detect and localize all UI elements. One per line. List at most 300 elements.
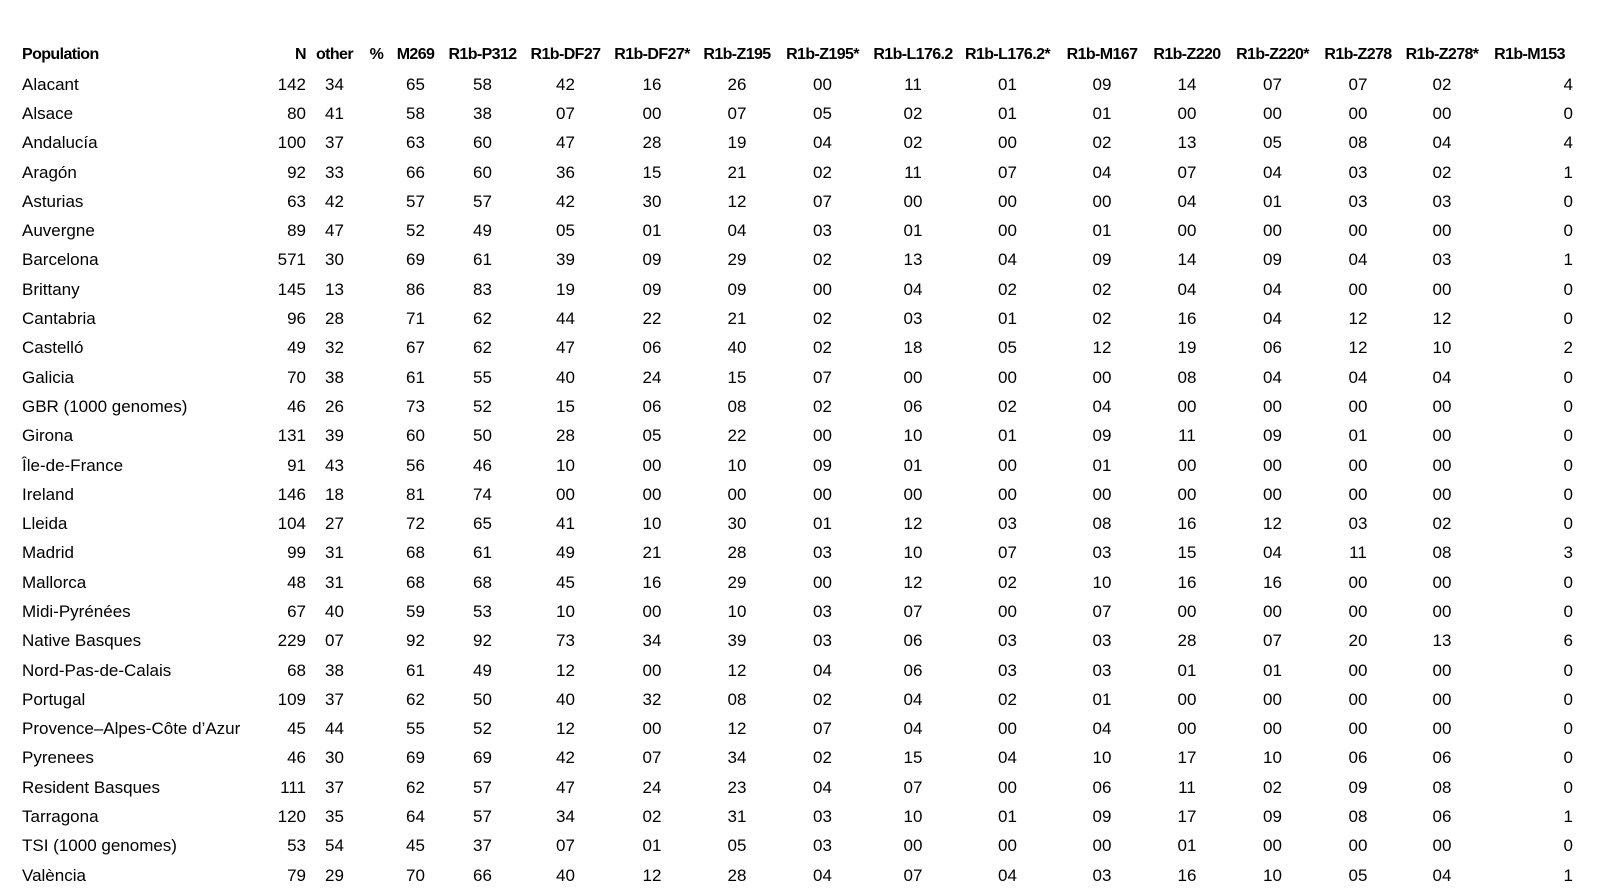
value-cell: 111 <box>280 777 306 797</box>
value-cell: 99 <box>287 543 306 563</box>
value-cell: 30 <box>325 748 344 768</box>
value-cell: 0 <box>1563 221 1573 241</box>
value-cell: 10 <box>642 514 662 534</box>
value-cell: 04 <box>813 133 832 153</box>
value-cell: 58 <box>473 74 492 94</box>
value-cell: 02 <box>1092 309 1112 329</box>
value-cell: 00 <box>1263 484 1282 504</box>
value-cell: 06 <box>903 660 923 680</box>
value-cell: 07 <box>642 748 662 768</box>
value-cell: 50 <box>473 426 492 446</box>
value-cell: 02 <box>813 162 832 182</box>
population-cell: Galicia <box>22 367 74 387</box>
value-cell <box>363 802 390 831</box>
value-cell: 00 <box>642 484 662 504</box>
value-cell: 07 <box>1092 601 1112 621</box>
value-cell: 00 <box>556 484 575 504</box>
population-cell: TSI (1000 genomes) <box>22 836 177 856</box>
value-cell: 09 <box>1263 807 1282 827</box>
value-cell: 06 <box>642 396 662 416</box>
value-cell: 00 <box>1177 601 1197 621</box>
value-cell: 00 <box>1432 103 1452 123</box>
value-cell: 29 <box>727 572 747 592</box>
value-cell: 04 <box>1263 309 1282 329</box>
value-cell: 01 <box>1177 836 1197 856</box>
value-cell: 09 <box>1263 250 1282 270</box>
value-cell <box>363 539 390 568</box>
value-cell: 28 <box>1177 631 1197 651</box>
value-cell: 15 <box>903 748 923 768</box>
value-cell <box>363 304 390 333</box>
value-cell: 4 <box>1563 74 1573 94</box>
value-cell: 12 <box>903 514 923 534</box>
population-cell: Andalucía <box>22 133 98 153</box>
value-cell: 00 <box>1348 396 1368 416</box>
value-cell: 1 <box>1563 865 1573 885</box>
value-cell: 04 <box>998 748 1017 768</box>
value-cell: 00 <box>642 601 662 621</box>
value-cell <box>363 773 390 802</box>
value-cell: 00 <box>813 279 832 299</box>
value-cell <box>363 656 390 685</box>
value-cell: 00 <box>903 836 923 856</box>
value-cell: 00 <box>1432 601 1452 621</box>
value-cell: 66 <box>473 865 492 885</box>
value-cell: 03 <box>903 309 923 329</box>
value-cell: 57 <box>473 777 492 797</box>
value-cell: 29 <box>727 250 747 270</box>
value-cell: 05 <box>642 426 662 446</box>
value-cell: 65 <box>473 514 492 534</box>
table-row <box>14 129 1573 158</box>
value-cell: 41 <box>325 103 344 123</box>
value-cell: 01 <box>1092 221 1112 241</box>
value-cell: 71 <box>406 309 425 329</box>
value-cell: 62 <box>473 309 492 329</box>
value-cell: 00 <box>1092 191 1112 211</box>
value-cell: 03 <box>998 660 1017 680</box>
value-cell: 01 <box>1263 191 1282 211</box>
value-cell: 68 <box>406 543 425 563</box>
value-cell: 12 <box>642 865 662 885</box>
value-cell: 21 <box>642 543 662 563</box>
table-row <box>14 422 1573 451</box>
value-cell: 00 <box>1348 103 1368 123</box>
value-cell: 00 <box>1263 455 1282 475</box>
value-cell: 49 <box>287 338 306 358</box>
value-cell: 66 <box>406 162 425 182</box>
value-cell: 03 <box>1348 162 1368 182</box>
column-header: R1b-L176.2 <box>873 46 953 63</box>
value-cell: 02 <box>642 807 662 827</box>
value-cell: 07 <box>556 103 575 123</box>
value-cell: 04 <box>1432 367 1452 387</box>
value-cell: 01 <box>1092 455 1112 475</box>
value-cell: 21 <box>727 309 747 329</box>
value-cell: 09 <box>813 455 832 475</box>
column-header: R1b-Z220 <box>1153 46 1221 63</box>
value-cell <box>363 246 390 275</box>
column-header: R1b-Z278 <box>1324 46 1392 63</box>
value-cell: 57 <box>473 191 492 211</box>
value-cell: 00 <box>1263 689 1282 709</box>
value-cell: 70 <box>406 865 425 885</box>
value-cell: 00 <box>1348 484 1368 504</box>
value-cell: 2 <box>1563 338 1573 358</box>
value-cell: 04 <box>1348 367 1368 387</box>
value-cell: 04 <box>998 865 1017 885</box>
value-cell: 00 <box>998 191 1017 211</box>
value-cell: 35 <box>325 807 344 827</box>
value-cell: 03 <box>813 543 832 563</box>
value-cell: 13 <box>325 279 344 299</box>
value-cell: 05 <box>727 836 747 856</box>
value-cell: 86 <box>406 279 425 299</box>
value-cell: 00 <box>903 191 923 211</box>
table-row <box>14 275 1573 304</box>
value-cell: 02 <box>998 279 1017 299</box>
value-cell: 06 <box>1432 807 1452 827</box>
value-cell: 04 <box>1092 719 1112 739</box>
value-cell: 19 <box>727 133 747 153</box>
value-cell <box>363 480 390 509</box>
value-cell: 42 <box>556 748 575 768</box>
value-cell: 16 <box>1263 572 1282 592</box>
value-cell: 04 <box>813 777 832 797</box>
value-cell <box>363 99 390 128</box>
population-cell: Portugal <box>22 689 86 709</box>
value-cell: 06 <box>903 631 923 651</box>
population-cell: Madrid <box>22 543 74 563</box>
value-cell: 62 <box>473 338 492 358</box>
value-cell: 109 <box>277 689 306 709</box>
table-row <box>14 744 1573 773</box>
population-cell: Nord-Pas-de-Calais <box>22 660 172 680</box>
value-cell: 05 <box>1263 133 1282 153</box>
value-cell <box>363 392 390 421</box>
value-cell: 0 <box>1563 601 1573 621</box>
haplogroup-frequency-table <box>14 40 1573 890</box>
value-cell: 14 <box>1177 74 1197 94</box>
value-cell: 47 <box>325 221 344 241</box>
value-cell: 41 <box>556 514 575 534</box>
population-cell: Resident Basques <box>22 777 160 797</box>
column-header: R1b-Z195 <box>703 46 771 63</box>
value-cell: 01 <box>903 455 923 475</box>
value-cell: 06 <box>642 338 662 358</box>
value-cell: 02 <box>998 396 1017 416</box>
value-cell: 10 <box>1432 338 1452 358</box>
value-cell: 52 <box>473 396 492 416</box>
population-cell: GBR (1000 genomes) <box>22 396 188 416</box>
value-cell: 00 <box>1432 426 1452 446</box>
value-cell: 07 <box>1348 74 1368 94</box>
value-cell: 08 <box>1432 777 1452 797</box>
value-cell: 00 <box>1432 689 1452 709</box>
value-cell: 34 <box>642 631 662 651</box>
value-cell: 06 <box>903 396 923 416</box>
value-cell <box>363 363 390 392</box>
column-header: R1b-Z220* <box>1236 46 1309 63</box>
value-cell: 00 <box>813 484 832 504</box>
value-cell: 31 <box>325 572 344 592</box>
value-cell: 43 <box>325 455 344 475</box>
value-cell: 04 <box>813 660 832 680</box>
value-cell: 10 <box>1263 865 1282 885</box>
value-cell: 01 <box>998 426 1017 446</box>
table-header-row <box>14 40 1573 70</box>
population-cell: Ireland <box>22 484 74 504</box>
value-cell: 02 <box>813 250 832 270</box>
value-cell: 6 <box>1563 631 1573 651</box>
value-cell: 59 <box>406 601 425 621</box>
value-cell: 00 <box>1092 836 1112 856</box>
value-cell: 11 <box>1349 543 1367 563</box>
value-cell: 00 <box>813 572 832 592</box>
value-cell: 30 <box>727 514 747 534</box>
value-cell: 06 <box>1348 748 1368 768</box>
value-cell: 47 <box>556 133 575 153</box>
column-header: % <box>369 46 384 63</box>
value-cell: 08 <box>1177 367 1197 387</box>
value-cell: 01 <box>1177 660 1197 680</box>
value-cell: 52 <box>473 719 492 739</box>
value-cell: 60 <box>473 133 492 153</box>
value-cell: 02 <box>1092 279 1112 299</box>
value-cell: 45 <box>287 719 306 739</box>
table-row <box>14 597 1573 626</box>
value-cell: 47 <box>556 777 575 797</box>
value-cell: 28 <box>727 543 747 563</box>
value-cell: 44 <box>556 309 575 329</box>
value-cell: 00 <box>1348 836 1368 856</box>
value-cell: 28 <box>727 865 747 885</box>
value-cell: 03 <box>998 514 1017 534</box>
population-cell: Asturias <box>22 191 84 211</box>
value-cell: 15 <box>556 396 575 416</box>
value-cell: 26 <box>727 74 747 94</box>
table-row <box>14 715 1573 744</box>
value-cell: 70 <box>287 367 306 387</box>
value-cell: 08 <box>727 396 747 416</box>
value-cell: 00 <box>998 221 1017 241</box>
value-cell <box>363 715 390 744</box>
value-cell: 24 <box>642 367 662 387</box>
population-cell: Île-de-France <box>22 455 124 475</box>
value-cell <box>363 70 390 99</box>
value-cell: 12 <box>1092 338 1112 358</box>
value-cell: 28 <box>642 133 662 153</box>
value-cell: 18 <box>903 338 923 358</box>
value-cell: 12 <box>1348 309 1368 329</box>
value-cell: 04 <box>903 719 923 739</box>
value-cell: 31 <box>325 543 344 563</box>
value-cell: 36 <box>556 162 575 182</box>
column-header: R1b-DF27* <box>614 46 690 63</box>
value-cell: 08 <box>1348 133 1368 153</box>
column-header: Population <box>22 46 99 63</box>
value-cell: 12 <box>903 572 923 592</box>
value-cell: 00 <box>903 484 923 504</box>
value-cell: 04 <box>1092 162 1112 182</box>
column-header: R1b-P312 <box>448 46 517 63</box>
value-cell: 12 <box>1263 514 1282 534</box>
value-cell: 0 <box>1563 191 1573 211</box>
value-cell: 01 <box>1263 660 1282 680</box>
table-row <box>14 216 1573 245</box>
value-cell: 0 <box>1563 455 1573 475</box>
value-cell: 00 <box>1092 484 1112 504</box>
value-cell: 02 <box>813 748 832 768</box>
value-cell: 0 <box>1563 719 1573 739</box>
value-cell: 1 <box>1563 807 1573 827</box>
value-cell: 37 <box>325 777 344 797</box>
value-cell: 00 <box>1263 103 1282 123</box>
value-cell: 54 <box>325 836 344 856</box>
value-cell: 00 <box>1263 719 1282 739</box>
value-cell: 22 <box>642 309 662 329</box>
value-cell: 37 <box>473 836 492 856</box>
value-cell: 04 <box>998 250 1017 270</box>
value-cell: 03 <box>1092 631 1112 651</box>
value-cell: 13 <box>1177 133 1197 153</box>
value-cell: 34 <box>325 74 344 94</box>
value-cell: 03 <box>813 221 832 241</box>
value-cell: 12 <box>556 660 575 680</box>
value-cell: 52 <box>406 221 425 241</box>
table-row <box>14 187 1573 216</box>
value-cell: 1 <box>1563 162 1573 182</box>
population-cell: Midi-Pyrénées <box>22 601 131 621</box>
value-cell: 24 <box>642 777 662 797</box>
value-cell: 79 <box>287 865 306 885</box>
table-row <box>14 158 1573 187</box>
value-cell: 04 <box>1263 162 1282 182</box>
value-cell: 26 <box>325 396 344 416</box>
value-cell: 44 <box>325 719 344 739</box>
value-cell: 50 <box>473 689 492 709</box>
value-cell: 01 <box>1092 103 1112 123</box>
population-cell: Castelló <box>22 338 84 358</box>
value-cell: 72 <box>406 514 425 534</box>
value-cell: 60 <box>406 426 425 446</box>
value-cell: 00 <box>998 133 1017 153</box>
value-cell: 30 <box>642 191 662 211</box>
value-cell: 17 <box>1177 807 1197 827</box>
value-cell: 40 <box>727 338 747 358</box>
value-cell: 12 <box>727 660 747 680</box>
value-cell: 12 <box>727 191 747 211</box>
value-cell: 03 <box>813 601 832 621</box>
value-cell: 00 <box>642 719 662 739</box>
column-header: N <box>295 46 306 63</box>
value-cell: 57 <box>473 807 492 827</box>
value-cell: 92 <box>406 631 425 651</box>
value-cell: 33 <box>325 162 344 182</box>
value-cell: 39 <box>556 250 575 270</box>
value-cell: 00 <box>998 367 1017 387</box>
value-cell: 00 <box>1348 455 1368 475</box>
value-cell: 00 <box>1177 103 1197 123</box>
value-cell: 100 <box>277 133 306 153</box>
value-cell: 37 <box>325 133 344 153</box>
column-header: R1b-L176.2* <box>965 46 1050 63</box>
value-cell: 03 <box>813 631 832 651</box>
value-cell: 00 <box>1348 719 1368 739</box>
value-cell: 07 <box>556 836 575 856</box>
value-cell: 69 <box>406 250 425 270</box>
value-cell: 00 <box>1177 689 1197 709</box>
value-cell: 00 <box>1432 455 1452 475</box>
value-cell: 16 <box>1177 309 1197 329</box>
value-cell: 58 <box>406 103 425 123</box>
value-cell: 00 <box>1348 221 1368 241</box>
value-cell: 00 <box>1348 279 1368 299</box>
value-cell: 0 <box>1563 514 1573 534</box>
value-cell: 69 <box>473 748 492 768</box>
value-cell: 15 <box>1177 543 1197 563</box>
value-cell: 04 <box>1432 865 1452 885</box>
value-cell: 13 <box>903 250 923 270</box>
value-cell: 04 <box>1263 367 1282 387</box>
value-cell: 62 <box>406 689 425 709</box>
value-cell: 0 <box>1563 103 1573 123</box>
value-cell <box>363 451 390 480</box>
value-cell: 16 <box>1177 514 1197 534</box>
value-cell <box>363 275 390 304</box>
population-cell: Aragón <box>22 162 77 182</box>
value-cell <box>363 158 390 187</box>
population-cell: Lleida <box>22 514 68 534</box>
value-cell: 12 <box>556 719 575 739</box>
population-cell: Tarragona <box>22 807 99 827</box>
value-cell: 00 <box>642 103 662 123</box>
population-cell: Mallorca <box>22 572 87 592</box>
value-cell: 3 <box>1563 543 1573 563</box>
table-row <box>14 773 1573 802</box>
value-cell: 07 <box>903 865 923 885</box>
value-cell: 02 <box>903 103 923 123</box>
value-cell: 00 <box>1348 660 1368 680</box>
value-cell: 38 <box>325 660 344 680</box>
value-cell: 571 <box>277 250 306 270</box>
value-cell: 02 <box>998 689 1017 709</box>
table-row <box>14 480 1573 509</box>
value-cell: 55 <box>473 367 492 387</box>
value-cell: 91 <box>287 455 306 475</box>
value-cell: 42 <box>556 74 575 94</box>
value-cell: 10 <box>556 455 575 475</box>
value-cell: 19 <box>1177 338 1197 358</box>
value-cell: 01 <box>642 836 662 856</box>
value-cell: 09 <box>1092 807 1112 827</box>
value-cell: 10 <box>903 807 923 827</box>
value-cell: 04 <box>903 689 923 709</box>
value-cell: 01 <box>1092 689 1112 709</box>
value-cell: 00 <box>727 484 747 504</box>
value-cell: 4 <box>1563 133 1573 153</box>
value-cell: 61 <box>473 250 492 270</box>
table-row <box>14 568 1573 597</box>
value-cell: 08 <box>727 689 747 709</box>
value-cell: 00 <box>813 426 832 446</box>
value-cell: 00 <box>1092 367 1112 387</box>
value-cell: 00 <box>1432 484 1452 504</box>
value-cell: 28 <box>556 426 575 446</box>
value-cell: 04 <box>1092 396 1112 416</box>
value-cell: 64 <box>406 807 425 827</box>
value-cell: 10 <box>1263 748 1282 768</box>
